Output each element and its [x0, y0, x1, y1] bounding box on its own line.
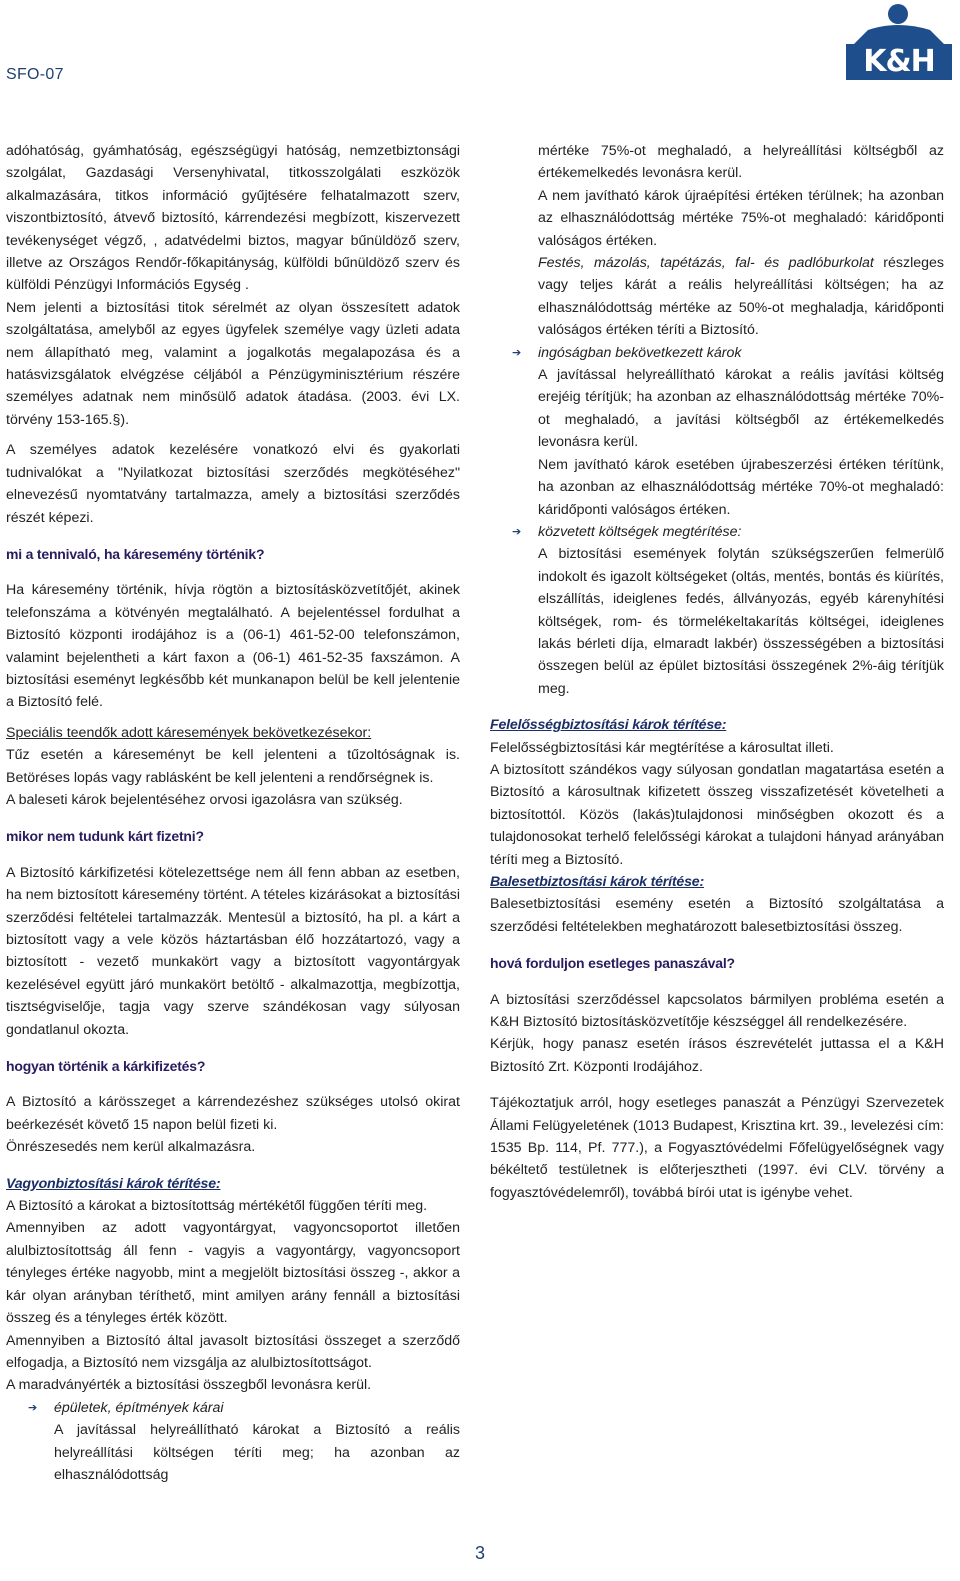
- kh-logo: [846, 0, 952, 82]
- section-heading: mi a tennivaló, ha káresemény történik?: [6, 545, 265, 562]
- arrow-right-icon: ➔: [28, 1401, 38, 1414]
- bullet-title: épületek, építmények kárai: [54, 1399, 224, 1416]
- arrow-right-icon: ➔: [512, 525, 522, 538]
- subheading: Speciális teendők adott káresemények bekövetkezésekor:: [6, 724, 372, 741]
- paragraph: A biztosítási események folytán szükségszerűen felmerülő indokolt és igazolt költségeket (oltás, mentés, bontás és kiürítés, elszállítás, ideiglenes fedés, állványozás, egyéb kárenyhítési költségek, rom- és törmelékeltakarítás költségei, ideiglenes lakás bérleti díja, elmaradt lakbér) összességében a biztosítási összegen belül az épület biztosítási összegének 2%-áig térítjük meg.: [538, 546, 944, 697]
- paragraph: [490, 252, 944, 342]
- paragraph: A baleseti károk bejelentéséhez orvosi igazolásra van szükség.: [6, 791, 403, 808]
- paragraph: Felelősségbiztosítási kár megtérítése a károsultat illeti.: [490, 739, 834, 756]
- section-heading: Felelősségbiztosítási károk térítése:: [490, 717, 727, 734]
- logo-text: K&H: [846, 44, 952, 80]
- paragraph: adóhatóság, gyámhatóság, egészségügyi hatóság, nemzetbiztonsági szolgálat, Gazdasági Versenyhivatal, titkosszolgálati eszközök alkalmazására, titkos információ gyűjtésére felhatalmazott szerv, viszontbiztosító, átvevő biztosító, kárrendezési megbízott, kiszervezett tevékenységet végző, , adatvédelmi biztos, magyar bűnüldöző szerv, illetve az Országos Rendőr-főkapitányság, külföldi bűnüldöző szerv és külföldi Pénzügyi Információs Egység .: [6, 143, 460, 294]
- bullet-item: [490, 521, 944, 543]
- paragraph: Tűz esetén a káreseményt be kell jelenteni a tűzoltóságnak is. Betöréses lopás vagy rablásként be kell jelenteni a rendőrségnek is.: [6, 747, 460, 786]
- paragraph: A Biztosító a kárösszeget a kárrendezéshez szükséges utolsó okirat beérkezését követő 15 napon belül fizeti ki.: [6, 1094, 460, 1133]
- paragraph: Amennyiben a Biztosító által javasolt biztosítási összeget a szerződő elfogadja, a Biztosító nem vizsgálja az alulbiztosítottságot.: [6, 1332, 460, 1371]
- paragraph: Amennyiben az adott vagyontárgyat, vagyoncsoportot illetően alulbiztosítottság áll fenn - vagyis a vagyontárgy, vagyoncsoport tényleges értéke nagyobb, mint a megjelölt biztosítási összeg -, akkor a kár olyan arányban téríthető, mint amilyen arány fennáll a biztosítási összeg és a tényleges érték között.: [6, 1220, 460, 1327]
- bullet-title: közvetett költségek megtérítése:: [538, 523, 742, 540]
- paragraph: Balesetbiztosítási esemény esetén a Biztosító szolgáltatása a szerződési feltételekben meghatározott balesetbiztosítási összeg.: [490, 896, 944, 935]
- bullet-item: [490, 342, 944, 364]
- paragraph: A nem javítható károk újraépítési értéken térülnek; ha azonban az elhasználódottság mértéke 75%-ot meghaladó: káridőponti valóságos értéken.: [538, 187, 944, 249]
- doc-code: SFO-07: [6, 66, 64, 83]
- left-column: [6, 140, 460, 1486]
- bullet-item: [6, 1397, 460, 1419]
- paragraph: A maradványérték a biztosítási összegből levonásra kerül.: [6, 1377, 372, 1394]
- paragraph: Önrészesedés nem kerül alkalmazásra.: [6, 1139, 256, 1156]
- bullet-title: ingóságban bekövetkezett károk: [538, 344, 742, 361]
- page-number: 3: [474, 1543, 485, 1563]
- section-heading: Vagyonbiztosítási károk térítése:: [6, 1175, 221, 1192]
- arrow-right-icon: ➔: [512, 346, 522, 359]
- paragraph: Ha káresemény történik, hívja rögtön a biztosításközvetítőjét, akinek telefonszáma a kötvényén megtalálható. A bejelentéssel fordulhat a Biztosító központi irodájához is a (06-1) 461-52-00 telefonszámon, valamint bejelentheti a kárt faxon a (06-1) 461-52-35 faxszámon. A biztosítási eseményt legkésőbb két munkanapon belül be kell jelentenie a Biztosító felé.: [6, 582, 460, 711]
- section-heading: hogyan történik a kárkifizetés?: [6, 1058, 206, 1075]
- paragraph: A javítással helyreállítható károkat a Biztosító a reális helyreállítási költségen téríti meg; ha azonban az elhasználódottság: [54, 1422, 460, 1483]
- paragraph: Nem jelenti a biztosítási titok sérelmét az olyan összesített adatok szolgáltatása, amelyből az egyes ügyfelek személye vagy üzleti adata nem állapítható meg, valamint a jogalkotás megalapozása és a hatásvizsgálatok elvégzése céljából a Pénzügyminisztérium részére személyes adatnak nem minősülő adatok átadása. (2003. évi LX. törvény 153-165.§).: [6, 299, 460, 428]
- right-column: [490, 140, 944, 1204]
- paragraph: A személyes adatok kezelésére vonatkozó elvi és gyakorlati tudnivalókat a "Nyilatkozat biztosítási szerződés megkötéséhez" elnevezésű nyomtatvány tartalmazza, amely a biztosítási szerződés részét képezi.: [6, 442, 460, 526]
- logo-figure-icon: [846, 0, 952, 46]
- paragraph: Tájékoztatjuk arról, hogy esetleges panaszát a Pénzügyi Szervezetek Állami Felügyeletének (1013 Budapest, Krisztina krt. 39., levelezési cím: 1535 Bp. 114, Pf. 777.), a Fogyasztóvédelmi Főfelügyelőségnek vagy békéltető testületnek is előterjesztheti (1997. évi CLV. törvény a fogyasztóvédelemről), továbbá bírói utat is igénybe vehet.: [490, 1095, 944, 1201]
- section-heading: Balesetbiztosítási károk térítése:: [490, 874, 704, 890]
- paragraph: A biztosítási szerződéssel kapcsolatos bármilyen probléma esetén a K&H Biztosító biztosításközvetítője készséggel áll rendelkezésére.: [490, 991, 944, 1031]
- italic-phrase: Festés, mázolás, tapétázás, fal- és padlóburkolat: [538, 255, 874, 272]
- text-run: részleges vagy teljes kárát a reális helyreállítási költségen; ha az elhasználódottság mértéke az 50%-ot meghaladja, káridőponti valóságos értéken téríti a Biztosító.: [538, 255, 945, 339]
- paragraph: Nem javítható károk esetében újrabeszerzési értéken térítünk, ha azonban az elhasználódottság mértéke 70%-ot meghaladó: káridőponti valóságos értéken.: [538, 456, 944, 518]
- paragraph: A javítással helyreállítható károkat a reális javítási költség erejéig térítjük; ha azonban az elhasználódottság mértéke 70%-ot meghaladó, a javítási költségből az értékemelkedés levonásra kerül.: [538, 367, 944, 451]
- paragraph: A Biztosító kárkifizetési kötelezettsége nem áll fenn abban az esetben, ha nem biztosított káresemény történt. A tételes kizárásokat a biztosítási szerződési feltételei tartalmazzák. Mentesül a biztosító, ha pl. a kárt a biztosított vagy a vele közös háztartásban élő hozzátartozó, vagy a biztosított - vezető munkakört vagy a biztosított vagyontárgyak kezelésével együtt járó munkakört betöltő - alkalmazottja, megbízottja, tisztségviselője, tagja vagy szerve szándékosan vagy súlyosan gondatlanul okozta.: [6, 864, 460, 1038]
- section-heading: mikor nem tudunk kárt fizetni?: [6, 828, 204, 845]
- paragraph: Kérjük, hogy panasz esetén írásos észrevételét juttassa el a K&H Biztosító Zrt. Központi Irodájához.: [490, 1036, 944, 1075]
- paragraph: A biztosított szándékos vagy súlyosan gondatlan magatartása esetén a Biztosító a károsultnak kifizetett összeg visszafizetését követelheti a biztosítottól. Közös (lakás)tulajdonosi minőségben okozott és a tulajdonosokat terhelő felelősségi károkat a tulajdoni hányad arányában téríti meg a Biztosító.: [490, 761, 944, 868]
- section-heading: hová forduljon esetleges panaszával?: [490, 955, 735, 972]
- paragraph: mértéke 75%-ot meghaladó, a helyreállítási költségből az értékemelkedés levonásra kerül.: [538, 143, 944, 182]
- paragraph: A Biztosító a károkat a biztosítottság mértékétől függően téríti meg.: [6, 1198, 428, 1215]
